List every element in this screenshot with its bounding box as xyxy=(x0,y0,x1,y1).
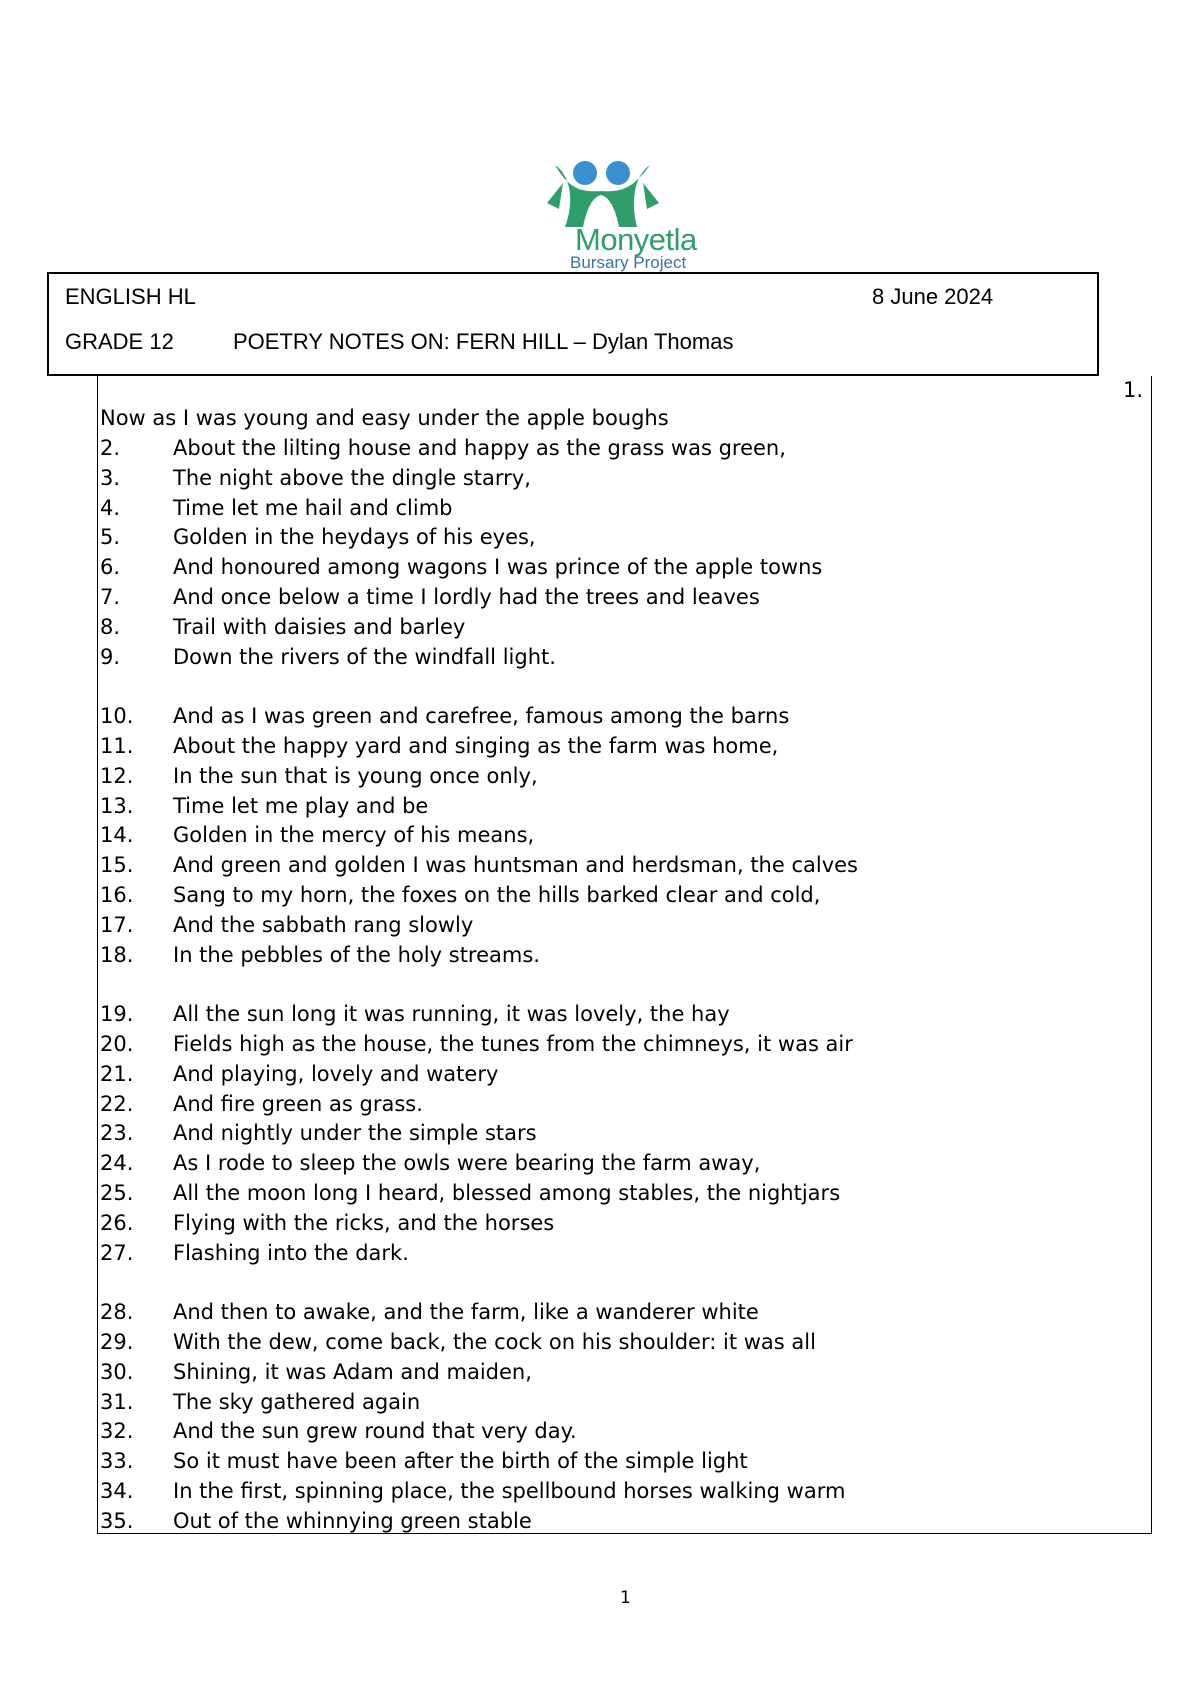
line-text: Golden in the mercy of his means, xyxy=(173,823,535,848)
line-text: About the happy yard and singing as the farm was home, xyxy=(173,734,779,758)
line-number: 8. xyxy=(100,614,121,639)
line-number: 5. xyxy=(100,525,121,550)
date-label: 8 June 2024 xyxy=(872,284,994,309)
line-number: 10. xyxy=(100,704,134,729)
line-number: 17. xyxy=(100,912,134,937)
line-text: Flying with the ricks, and the horses xyxy=(173,1210,555,1235)
line-number: 29. xyxy=(100,1330,134,1354)
line-text: Flashing into the dark. xyxy=(173,1240,409,1265)
line-text: And honoured among wagons I was prince of the apple towns xyxy=(173,555,823,580)
line-text: And green and golden I was huntsman and herdsman, the calves xyxy=(173,853,858,878)
line-number: 9. xyxy=(100,644,121,669)
poem-box xyxy=(97,376,1152,1534)
line-text: All the sun long it was running, it was lovely, the hay xyxy=(173,1002,730,1027)
line-number: 28. xyxy=(100,1300,134,1325)
line-text: So it must have been after the birth of the simple light xyxy=(173,1449,748,1474)
line-text: In the pebbles of the holy streams. xyxy=(173,942,540,967)
line-text: With the dew, come back, the cock on his shoulder: it was all xyxy=(173,1330,816,1354)
line-number: 26. xyxy=(100,1210,134,1235)
grade-label: GRADE 12 xyxy=(65,329,174,354)
line-number: 14. xyxy=(100,823,134,848)
line-text: Down the rivers of the windfall light. xyxy=(173,644,556,669)
line-number: 21. xyxy=(100,1061,134,1086)
line-text: The sky gathered again xyxy=(173,1389,421,1414)
line-text: And fire green as grass. xyxy=(173,1091,423,1116)
line-number: 27. xyxy=(100,1240,134,1265)
subject-label: ENGLISH HL xyxy=(65,284,196,309)
line-text: Time let me play and be xyxy=(173,793,429,818)
line-number-first: 1. xyxy=(1122,378,1143,402)
line-text: And the sun grew round that very day. xyxy=(173,1419,577,1444)
line-number: 16. xyxy=(100,883,134,907)
line-text: The night above the dingle starry, xyxy=(173,465,531,490)
line-number: 35. xyxy=(100,1508,134,1533)
line-number: 23. xyxy=(100,1121,134,1146)
line-number: 25. xyxy=(100,1181,134,1205)
line-text: And the sabbath rang slowly xyxy=(173,912,474,937)
line-number: 19. xyxy=(100,1002,134,1027)
line-text: Golden in the heydays of his eyes, xyxy=(173,525,536,550)
line-text: And then to awake, and the farm, like a wanderer white xyxy=(173,1300,759,1325)
line-text: Shining, it was Adam and maiden, xyxy=(173,1359,532,1384)
line-text: Fields high as the house, the tunes from the chimneys, it was air xyxy=(173,1032,853,1056)
line-number: 15. xyxy=(100,853,134,878)
line-number: 2. xyxy=(100,436,121,460)
page-number: 1 xyxy=(620,1588,631,1608)
line-number: 13. xyxy=(100,793,134,818)
line-text: Out of the whinnying green stable xyxy=(173,1508,532,1533)
line-text: Time let me hail and climb xyxy=(173,495,453,520)
line-number: 34. xyxy=(100,1479,134,1503)
line-number: 3. xyxy=(100,465,121,490)
line-text: Trail with daisies and barley xyxy=(173,614,466,639)
line-number: 12. xyxy=(100,763,134,788)
line-number: 30. xyxy=(100,1359,134,1384)
line-number: 32. xyxy=(100,1419,134,1444)
line-text: All the moon long I heard, blessed among stables, the nightjars xyxy=(173,1181,841,1205)
line-number: 18. xyxy=(100,942,134,967)
header-box xyxy=(47,272,1099,376)
line-number: 7. xyxy=(100,585,121,609)
line-number: 22. xyxy=(100,1091,134,1116)
line-text: As I rode to sleep the owls were bearing the farm away, xyxy=(173,1151,761,1176)
line-number: 20. xyxy=(100,1032,134,1056)
line-text: In the sun that is young once only, xyxy=(173,763,538,788)
line-number: 4. xyxy=(100,495,121,520)
line-text: And as I was green and carefree, famous among the barns xyxy=(173,704,790,729)
line-text: And nightly under the simple stars xyxy=(173,1121,537,1146)
document-title: POETRY NOTES ON: FERN HILL – Dylan Thomas xyxy=(233,329,734,354)
line-text: Sang to my horn, the foxes on the hills barked clear and cold, xyxy=(173,883,821,907)
line-number: 31. xyxy=(100,1389,134,1414)
line-number: 6. xyxy=(100,555,121,580)
logo-subtitle: Bursary Project xyxy=(570,253,687,272)
line-number: 24. xyxy=(100,1151,134,1176)
logo-name: Monyetla xyxy=(575,222,697,257)
line-number: 33. xyxy=(100,1449,134,1474)
line-text: In the first, spinning place, the spellbound horses walking warm xyxy=(173,1479,846,1503)
line-text: About the lilting house and happy as the grass was green, xyxy=(173,436,786,460)
line-text: And once below a time I lordly had the trees and leaves xyxy=(173,585,760,609)
line-text: And playing, lovely and watery xyxy=(173,1061,499,1086)
line-number: 11. xyxy=(100,734,134,758)
poem-first-line: Now as I was young and easy under the apple boughs xyxy=(100,406,669,430)
